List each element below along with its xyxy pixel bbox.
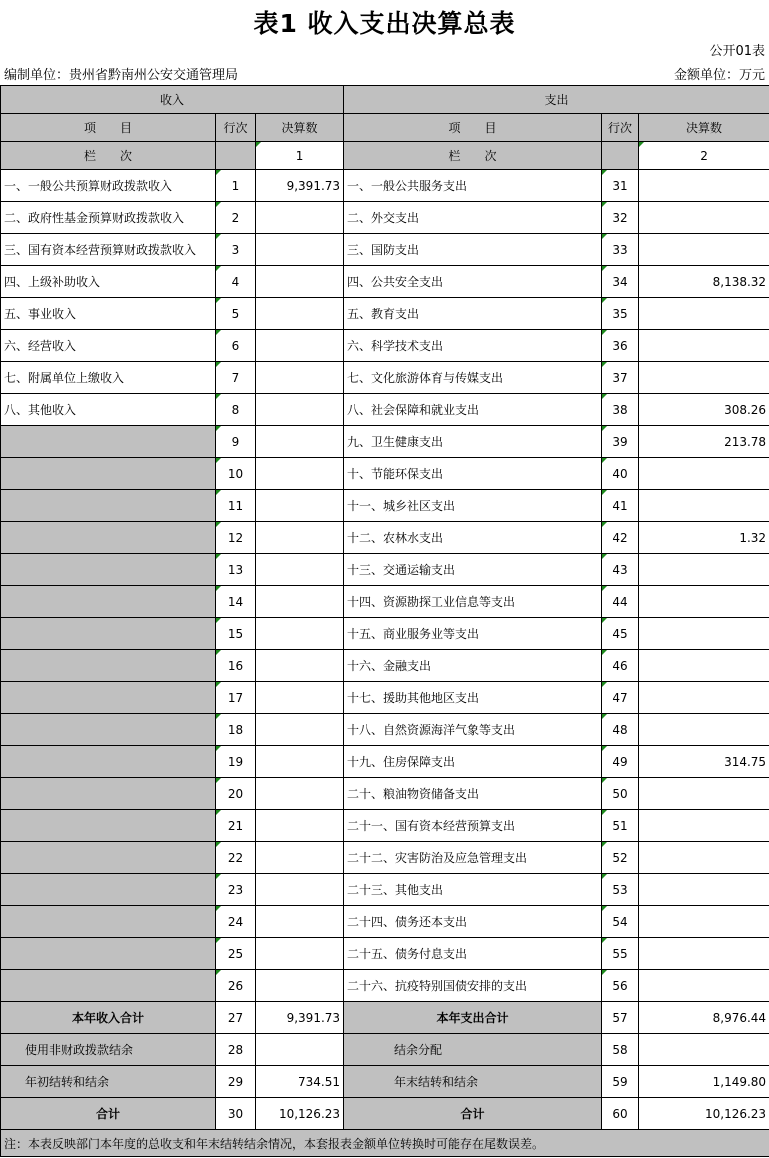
income-item xyxy=(1,874,216,906)
expense-summary-label: 合计 xyxy=(344,1098,602,1130)
income-item xyxy=(1,490,216,522)
expense-row-no: 36 xyxy=(602,330,639,362)
expense-amount xyxy=(639,778,769,810)
expense-item: 七、文化旅游体育与传媒支出 xyxy=(344,362,602,394)
expense-item: 二十一、国有资本经营预算支出 xyxy=(344,810,602,842)
income-amount xyxy=(256,650,344,682)
income-summary-label: 使用非财政拨款结余 xyxy=(1,1034,216,1066)
expense-item: 二十三、其他支出 xyxy=(344,874,602,906)
income-amount: 9,391.73 xyxy=(256,170,344,202)
income-amount xyxy=(256,938,344,970)
expense-row-no: 37 xyxy=(602,362,639,394)
income-item: 六、经营收入 xyxy=(1,330,216,362)
expense-item: 二、外交支出 xyxy=(344,202,602,234)
expense-row-no: 54 xyxy=(602,906,639,938)
income-item xyxy=(1,714,216,746)
table-row xyxy=(1,170,769,202)
income-row-no: 30 xyxy=(216,1098,256,1130)
expense-row-no: 59 xyxy=(602,1066,639,1098)
income-item xyxy=(1,906,216,938)
table-row xyxy=(1,458,769,490)
note-row xyxy=(1,1130,769,1157)
income-item: 七、附属单位上缴收入 xyxy=(1,362,216,394)
expense-summary-label: 结余分配 xyxy=(344,1034,602,1066)
expense-amount: 308.26 xyxy=(639,394,769,426)
income-item xyxy=(1,938,216,970)
expense-item: 十九、住房保障支出 xyxy=(344,746,602,778)
income-amount xyxy=(256,778,344,810)
expense-amount xyxy=(639,970,769,1002)
income-item xyxy=(1,426,216,458)
income-row-no: 6 xyxy=(216,330,256,362)
table-row xyxy=(1,202,769,234)
table-row xyxy=(1,298,769,330)
expense-item: 十三、交通运输支出 xyxy=(344,554,602,586)
expense-amount xyxy=(639,170,769,202)
income-row-no: 4 xyxy=(216,266,256,298)
expense-item: 十五、商业服务业等支出 xyxy=(344,618,602,650)
table-row xyxy=(1,618,769,650)
table-row xyxy=(1,650,769,682)
income-item: 五、事业收入 xyxy=(1,298,216,330)
income-row-no: 1 xyxy=(216,170,256,202)
income-amount xyxy=(256,842,344,874)
org-label: 编制单位：贵州省黔南州公安交通管理局 xyxy=(4,68,239,83)
income-item xyxy=(1,970,216,1002)
expense-row-no: 44 xyxy=(602,586,639,618)
expense-row-no: 50 xyxy=(602,778,639,810)
page-title: 表1 收入支出决算总表 xyxy=(253,9,516,38)
table-row xyxy=(1,874,769,906)
income-item: 一、一般公共预算财政拨款收入 xyxy=(1,170,216,202)
income-amount xyxy=(256,330,344,362)
income-row-no: 2 xyxy=(216,202,256,234)
expense-row-no: 40 xyxy=(602,458,639,490)
income-row-no: 19 xyxy=(216,746,256,778)
expense-row-no: 43 xyxy=(602,554,639,586)
table-row xyxy=(1,938,769,970)
income-row-no: 5 xyxy=(216,298,256,330)
income-item: 二、政府性基金预算财政拨款收入 xyxy=(1,202,216,234)
income-amount xyxy=(256,234,344,266)
unit-label: 金额单位：万元 xyxy=(673,68,765,83)
expense-row-no: 56 xyxy=(602,970,639,1002)
expense-item: 六、科学技术支出 xyxy=(344,330,602,362)
expense-item: 二十、粮油物资储备支出 xyxy=(344,778,602,810)
expense-amount xyxy=(639,906,769,938)
income-row-no: 18 xyxy=(216,714,256,746)
column-header-row xyxy=(1,114,769,142)
expense-rowno-header: 行次 xyxy=(602,114,639,142)
expense-row-no: 52 xyxy=(602,842,639,874)
expense-row-no: 38 xyxy=(602,394,639,426)
income-amount: 9,391.73 xyxy=(256,1002,344,1034)
income-summary-label: 本年收入合计 xyxy=(1,1002,216,1034)
expense-amount xyxy=(639,298,769,330)
income-row-no: 15 xyxy=(216,618,256,650)
income-amount xyxy=(256,458,344,490)
income-amount xyxy=(256,426,344,458)
income-item: 三、国有资本经营预算财政拨款收入 xyxy=(1,234,216,266)
expense-amount: 213.78 xyxy=(639,426,769,458)
expense-row-no: 41 xyxy=(602,490,639,522)
expense-amount xyxy=(639,362,769,394)
income-row-no: 24 xyxy=(216,906,256,938)
expense-item: 二十五、债务付息支出 xyxy=(344,938,602,970)
income-amount xyxy=(256,586,344,618)
expense-row-no: 55 xyxy=(602,938,639,970)
expense-item: 十、节能环保支出 xyxy=(344,458,602,490)
income-col-index: 1 xyxy=(256,142,344,170)
expense-row-no: 47 xyxy=(602,682,639,714)
form-code: 公开01表 xyxy=(709,44,765,59)
income-row-no: 3 xyxy=(216,234,256,266)
table-row xyxy=(1,970,769,1002)
table-row xyxy=(1,586,769,618)
income-amount xyxy=(256,970,344,1002)
expense-amount xyxy=(639,618,769,650)
income-item xyxy=(1,458,216,490)
column-index-row xyxy=(1,142,769,170)
expense-row-no: 35 xyxy=(602,298,639,330)
expense-row-no: 42 xyxy=(602,522,639,554)
expense-item: 九、卫生健康支出 xyxy=(344,426,602,458)
expense-row-no: 39 xyxy=(602,426,639,458)
expense-summary-label: 本年支出合计 xyxy=(344,1002,602,1034)
expense-amount xyxy=(639,330,769,362)
income-row-no: 26 xyxy=(216,970,256,1002)
income-item xyxy=(1,554,216,586)
income-amount xyxy=(256,618,344,650)
expense-amount xyxy=(639,682,769,714)
expense-row-no: 31 xyxy=(602,170,639,202)
expense-amount xyxy=(639,586,769,618)
expense-amount: 10,126.23 xyxy=(639,1098,769,1130)
income-summary-label: 年初结转和结余 xyxy=(1,1066,216,1098)
income-amount xyxy=(256,554,344,586)
income-row-no: 13 xyxy=(216,554,256,586)
income-amount xyxy=(256,298,344,330)
income-item xyxy=(1,586,216,618)
table-row xyxy=(1,714,769,746)
expense-item: 十六、金融支出 xyxy=(344,650,602,682)
summary-row xyxy=(1,1098,769,1130)
expense-item: 一、一般公共服务支出 xyxy=(344,170,602,202)
expense-amount: 1,149.80 xyxy=(639,1066,769,1098)
income-item xyxy=(1,618,216,650)
expense-col-index: 2 xyxy=(639,142,769,170)
expense-item: 十八、自然资源海洋气象等支出 xyxy=(344,714,602,746)
income-row-no: 17 xyxy=(216,682,256,714)
table-row xyxy=(1,810,769,842)
expense-amount: 1.32 xyxy=(639,522,769,554)
expense-item-header: 项 目 xyxy=(344,114,602,142)
expense-row-no: 33 xyxy=(602,234,639,266)
income-row-no: 27 xyxy=(216,1002,256,1034)
expense-item: 二十六、抗疫特别国债安排的支出 xyxy=(344,970,602,1002)
table-row xyxy=(1,746,769,778)
expense-row-no: 58 xyxy=(602,1034,639,1066)
expense-amount: 314.75 xyxy=(639,746,769,778)
expense-row-no: 49 xyxy=(602,746,639,778)
income-item-header: 项 目 xyxy=(1,114,216,142)
expense-row-no: 32 xyxy=(602,202,639,234)
table-row xyxy=(1,266,769,298)
income-amount: 10,126.23 xyxy=(256,1098,344,1130)
income-row-no: 20 xyxy=(216,778,256,810)
income-lanci-label: 栏 次 xyxy=(1,142,216,170)
income-amount xyxy=(256,362,344,394)
expense-row-no: 46 xyxy=(602,650,639,682)
budget-table xyxy=(0,85,769,1157)
income-row-no: 28 xyxy=(216,1034,256,1066)
table-row xyxy=(1,490,769,522)
income-rowno-header: 行次 xyxy=(216,114,256,142)
table-row xyxy=(1,682,769,714)
table-row xyxy=(1,362,769,394)
expense-amount: 8,138.32 xyxy=(639,266,769,298)
income-row-no: 14 xyxy=(216,586,256,618)
expense-amount xyxy=(639,1034,769,1066)
income-amount xyxy=(256,522,344,554)
income-amount-header: 决算数 xyxy=(256,114,344,142)
expense-amount xyxy=(639,458,769,490)
income-amount xyxy=(256,906,344,938)
expense-row-no: 57 xyxy=(602,1002,639,1034)
expense-lanci-label: 栏 次 xyxy=(344,142,602,170)
expense-amount xyxy=(639,938,769,970)
income-item: 四、上级补助收入 xyxy=(1,266,216,298)
income-amount xyxy=(256,394,344,426)
income-amount xyxy=(256,746,344,778)
income-row-no: 23 xyxy=(216,874,256,906)
expense-amount xyxy=(639,874,769,906)
income-amount xyxy=(256,874,344,906)
expense-item: 十二、农林水支出 xyxy=(344,522,602,554)
table-row xyxy=(1,842,769,874)
expense-amount xyxy=(639,202,769,234)
income-amount xyxy=(256,1034,344,1066)
expense-row-no: 60 xyxy=(602,1098,639,1130)
expense-item: 五、教育支出 xyxy=(344,298,602,330)
expense-summary-label: 年末结转和结余 xyxy=(344,1066,602,1098)
table-row xyxy=(1,234,769,266)
expense-item: 八、社会保障和就业支出 xyxy=(344,394,602,426)
income-row-no: 12 xyxy=(216,522,256,554)
income-summary-label: 合计 xyxy=(1,1098,216,1130)
income-row-no: 25 xyxy=(216,938,256,970)
expense-header: 支出 xyxy=(344,86,769,114)
income-amount: 734.51 xyxy=(256,1066,344,1098)
income-amount xyxy=(256,810,344,842)
income-row-no: 21 xyxy=(216,810,256,842)
income-row-no: 7 xyxy=(216,362,256,394)
expense-row-no: 34 xyxy=(602,266,639,298)
income-amount xyxy=(256,714,344,746)
expense-item: 十四、资源勘探工业信息等支出 xyxy=(344,586,602,618)
expense-row-no: 53 xyxy=(602,874,639,906)
table-row xyxy=(1,394,769,426)
income-item xyxy=(1,810,216,842)
income-row-no: 22 xyxy=(216,842,256,874)
income-row-no: 29 xyxy=(216,1066,256,1098)
expense-item: 三、国防支出 xyxy=(344,234,602,266)
income-amount xyxy=(256,266,344,298)
income-item xyxy=(1,778,216,810)
expense-item: 十一、城乡社区支出 xyxy=(344,490,602,522)
income-header: 收入 xyxy=(1,86,344,114)
income-lanci-empty xyxy=(216,142,256,170)
expense-row-no: 48 xyxy=(602,714,639,746)
expense-item: 二十二、灾害防治及应急管理支出 xyxy=(344,842,602,874)
income-item xyxy=(1,746,216,778)
income-amount xyxy=(256,682,344,714)
income-item: 八、其他收入 xyxy=(1,394,216,426)
expense-item: 四、公共安全支出 xyxy=(344,266,602,298)
note-text: 注：本表反映部门本年度的总收支和年末结转结余情况，本套报表金额单位转换时可能存在尾数误差。 xyxy=(1,1130,769,1157)
income-row-no: 16 xyxy=(216,650,256,682)
income-row-no: 10 xyxy=(216,458,256,490)
income-amount xyxy=(256,490,344,522)
summary-row xyxy=(1,1002,769,1034)
section-header-row xyxy=(1,86,769,114)
expense-amount xyxy=(639,842,769,874)
expense-row-no: 45 xyxy=(602,618,639,650)
expense-amount xyxy=(639,810,769,842)
summary-row xyxy=(1,1034,769,1066)
income-item xyxy=(1,842,216,874)
expense-amount-header: 决算数 xyxy=(639,114,769,142)
table-row xyxy=(1,554,769,586)
expense-amount xyxy=(639,650,769,682)
income-item xyxy=(1,682,216,714)
expense-lanci-empty xyxy=(602,142,639,170)
income-item xyxy=(1,650,216,682)
income-amount xyxy=(256,202,344,234)
table-row xyxy=(1,330,769,362)
expense-amount xyxy=(639,234,769,266)
table-row xyxy=(1,906,769,938)
table-row xyxy=(1,778,769,810)
summary-row xyxy=(1,1066,769,1098)
expense-amount: 8,976.44 xyxy=(639,1002,769,1034)
expense-item: 十七、援助其他地区支出 xyxy=(344,682,602,714)
expense-amount xyxy=(639,714,769,746)
income-row-no: 11 xyxy=(216,490,256,522)
expense-amount xyxy=(639,490,769,522)
table-row xyxy=(1,522,769,554)
expense-amount xyxy=(639,554,769,586)
expense-item: 二十四、债务还本支出 xyxy=(344,906,602,938)
income-row-no: 9 xyxy=(216,426,256,458)
expense-row-no: 51 xyxy=(602,810,639,842)
income-row-no: 8 xyxy=(216,394,256,426)
table-row xyxy=(1,426,769,458)
income-item xyxy=(1,522,216,554)
